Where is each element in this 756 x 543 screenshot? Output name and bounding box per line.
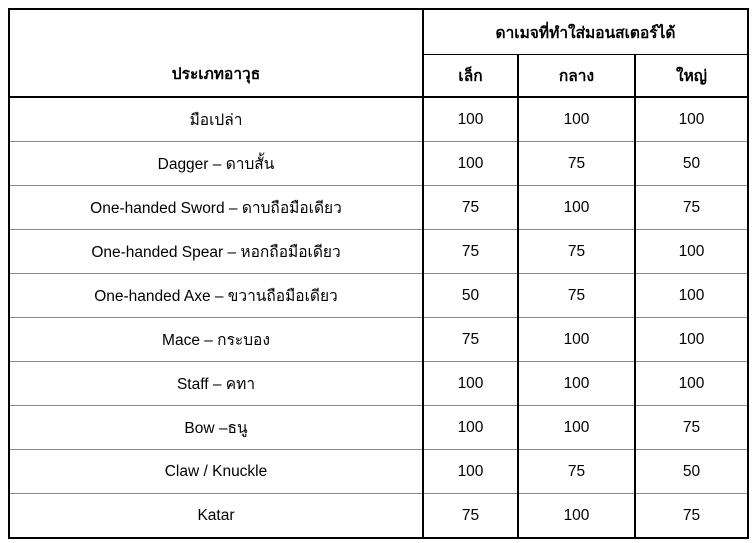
medium-value-cell: 75 — [518, 142, 635, 186]
weapon-damage-table — [8, 8, 749, 539]
medium-value-cell: 100 — [518, 362, 635, 406]
weapon-cell: Claw / Knuckle — [9, 450, 423, 494]
table-row — [9, 406, 748, 450]
large-size-header: ใหญ่ — [635, 55, 748, 98]
weapon-cell: One-handed Sword – ดาบถือมือเดียว — [9, 186, 423, 230]
weapon-cell: Bow –ธนู — [9, 406, 423, 450]
weapon-cell: One-handed Spear – หอกถือมือเดียว — [9, 230, 423, 274]
small-value-cell: 100 — [423, 142, 518, 186]
medium-value-cell: 100 — [518, 186, 635, 230]
large-value-cell: 75 — [635, 494, 748, 539]
weapon-cell: Staff – คทา — [9, 362, 423, 406]
small-value-cell: 100 — [423, 450, 518, 494]
large-value-cell: 50 — [635, 142, 748, 186]
medium-value-cell: 100 — [518, 97, 635, 142]
large-value-cell: 100 — [635, 318, 748, 362]
small-value-cell: 100 — [423, 406, 518, 450]
weapon-cell: Mace – กระบอง — [9, 318, 423, 362]
large-value-cell: 75 — [635, 186, 748, 230]
table-row — [9, 494, 748, 539]
medium-size-header: กลาง — [518, 55, 635, 98]
table-row — [9, 230, 748, 274]
table-row — [9, 450, 748, 494]
table-body — [9, 97, 748, 538]
table-row — [9, 362, 748, 406]
medium-value-cell: 100 — [518, 406, 635, 450]
large-value-cell: 75 — [635, 406, 748, 450]
medium-value-cell: 100 — [518, 318, 635, 362]
medium-value-cell: 75 — [518, 450, 635, 494]
weapon-cell: Dagger – ดาบสั้น — [9, 142, 423, 186]
small-value-cell: 75 — [423, 230, 518, 274]
medium-value-cell: 75 — [518, 274, 635, 318]
large-value-cell: 100 — [635, 274, 748, 318]
small-value-cell: 100 — [423, 97, 518, 142]
weapon-cell: มือเปล่า — [9, 97, 423, 142]
large-value-cell: 100 — [635, 230, 748, 274]
small-value-cell: 75 — [423, 318, 518, 362]
table-row — [9, 318, 748, 362]
table-row — [9, 274, 748, 318]
table-row — [9, 142, 748, 186]
damage-group-header: ดาเมจที่ทำใส่มอนสเตอร์ได้ — [423, 9, 748, 55]
weapon-cell: One-handed Axe – ขวานถือมือเดียว — [9, 274, 423, 318]
table-row — [9, 97, 748, 142]
table-row — [9, 186, 748, 230]
weapon-cell: Katar — [9, 494, 423, 539]
large-value-cell: 50 — [635, 450, 748, 494]
table-container — [8, 8, 749, 539]
small-size-header: เล็ก — [423, 55, 518, 98]
small-value-cell: 100 — [423, 362, 518, 406]
header-row-top — [9, 9, 748, 55]
small-value-cell: 75 — [423, 186, 518, 230]
weapon-type-header: ประเภทอาวุธ — [9, 9, 423, 97]
small-value-cell: 50 — [423, 274, 518, 318]
small-value-cell: 75 — [423, 494, 518, 539]
large-value-cell: 100 — [635, 97, 748, 142]
medium-value-cell: 100 — [518, 494, 635, 539]
medium-value-cell: 75 — [518, 230, 635, 274]
large-value-cell: 100 — [635, 362, 748, 406]
